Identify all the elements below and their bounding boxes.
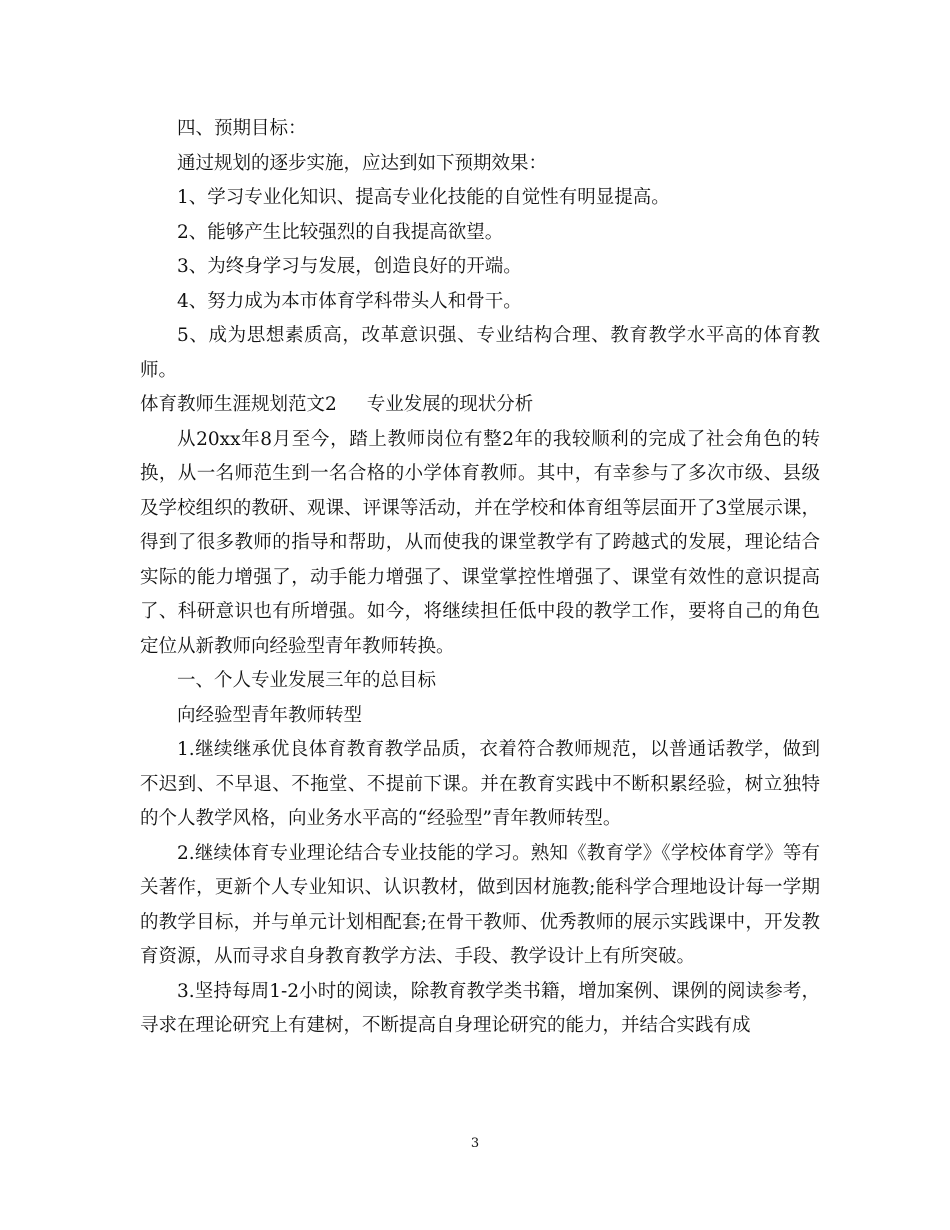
page-number: 3 xyxy=(470,1136,480,1151)
paragraph-goal-3: 3、为终身学习与发展，创造良好的开端。 xyxy=(177,256,522,277)
paragraph-transition-goal: 向经验型青年教师转型 xyxy=(177,704,363,726)
paragraph-plan-1: 1.继续继承优良体育教育教学品质，衣着符合教师规范，以普通话教学，做到不迟到、不早退、不拖堂、不提前下课。并在教育实践中不断积累经验，树立独特的个人教学风格，向业务水平高的“经验型”青年教师转型。 xyxy=(140,739,820,829)
paragraph-goal-1: 1、学习专业化知识、提高专业化技能的自觉性有明显提高。 xyxy=(177,187,670,208)
section-heading-title: 体育教师生涯规划范文2 xyxy=(140,394,337,415)
paragraph-three-year-goal-heading: 一、个人专业发展三年的总目标 xyxy=(177,670,437,691)
paragraph-plan-3: 3.坚持每周1-2小时的阅读，除教育教学类书籍，增加案例、课例的阅读参考，寻求在理论研究上有建树，不断提高自身理论研究的能力，并结合实践有成 xyxy=(140,980,820,1036)
paragraph-goal-5: 5、成为思想素质高，改革意识强、专业结构合理、教育教学水平高的体育教师。 xyxy=(140,325,820,381)
paragraph-goal-2: 2、能够产生比较强烈的自我提高欲望。 xyxy=(177,221,504,243)
paragraph-expected-effects-intro: 通过规划的逐步实施，应达到如下预期效果： xyxy=(177,152,548,174)
paragraph-goal-4: 4、努力成为本市体育学科带头人和骨干。 xyxy=(177,290,522,312)
paragraph-current-status: 从20xx年8月至今，踏上教师岗位有整2年的我较顺利的完成了社会角色的转换，从一名师范生到一名合格的小学体育教师。其中，有幸参与了多次市级、县级及学校组织的教研、观课、评课等活动，并在学校和体育组等层面开了3堂展示课，得到了很多教师的指导和帮助，从而使我的课堂教学有了跨越式的发展，理论结合实际的能力增强了，动手能力增强了、课堂掌控性增强了、课堂有效性的意识提高了、科研意识也有所增强。如今，将继续担任低中段的教学工作，要将自己的角色定位从新教师向经验型青年教师转换。 xyxy=(140,428,820,657)
paragraph-plan-2: 2.继续体育专业理论结合专业技能的学习。熟知《教育学》《学校体育学》等有关著作，更新个人专业知识、认识教材，做到因材施教;能科学合理地设计每一学期的教学目标，并与单元计划相配套;在骨干教师、优秀教师的展示实践课中，开发教育资源，从而寻求自身教育教学方法、手段、教学设计上有所突破。 xyxy=(140,842,820,967)
document-body xyxy=(140,112,820,1044)
section-heading xyxy=(140,388,820,423)
paragraph-expected-goals-heading: 四、预期目标： xyxy=(177,118,307,139)
section-heading-subtitle: 专业发展的现状分析 xyxy=(366,394,534,415)
